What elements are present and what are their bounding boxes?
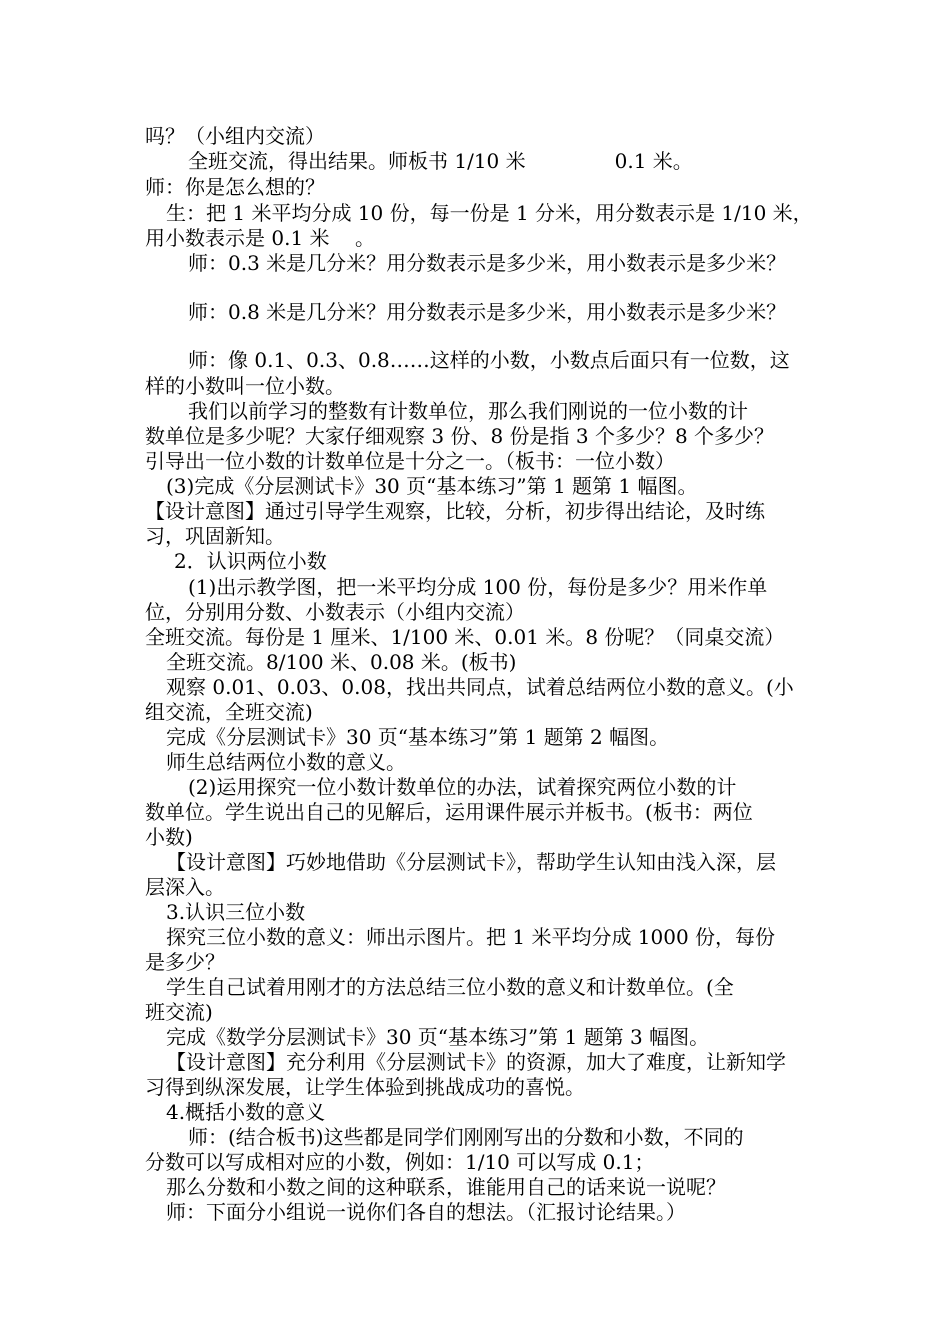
text-line: 【设计意图】通过引导学生观察，比较，分析，初步得出结论，及时练	[145, 499, 765, 523]
text-line: (3)完成《分层测试卡》30 页“基本练习”第 1 题第 1 幅图。	[166, 474, 698, 498]
text-line: 师：下面分小组说一说你们各自的想法。（汇报讨论结果。）	[166, 1200, 686, 1224]
text-line: 位，分别用分数、小数表示（小组内交流）	[145, 600, 525, 624]
text-line: 生：把 1 米平均分成 10 份，每一份是 1 分米，用分数表示是 1/10 米，	[166, 201, 813, 225]
text-line: 师：你是怎么想的？	[145, 175, 325, 199]
text-line: (2)运用探究一位小数计数单位的办法，试着探究两位小数的计	[188, 775, 737, 799]
text-line: 4.概括小数的意义	[166, 1100, 326, 1124]
text-line: 数单位。学生说出自己的见解后，运用课件展示并板书。(板书：两位	[145, 800, 753, 824]
text-line: 完成《分层测试卡》30 页“基本练习”第 1 题第 2 幅图。	[166, 725, 670, 749]
text-line: 数单位是多少呢？大家仔细观察 3 份、8 份是指 3 个多少？8 个多少？	[145, 424, 775, 448]
text-line: 【设计意图】巧妙地借助《分层测试卡》，帮助学生认知由浅入深，层	[166, 850, 776, 874]
text-line: 师：像 0.1、0.3、0.8……这样的小数，小数点后面只有一位数，这	[188, 348, 790, 372]
text-line: 师：(结合板书)这些都是同学们刚刚写出的分数和小数，不同的	[188, 1125, 744, 1149]
text-line: 班交流)	[145, 1000, 213, 1024]
text-line: 观察 0.01、0.03、0.08，找出共同点，试着总结两位小数的意义。(小	[166, 675, 794, 699]
text-line: 探究三位小数的意义：师出示图片。把 1 米平均分成 1000 份，每份	[166, 925, 776, 949]
text-line: 全班交流。每份是 1 厘米、1/100 米、0.01 米。8 份呢？（同桌交流）	[145, 625, 785, 649]
text-line: 我们以前学习的整数有计数单位，那么我们刚说的一位小数的计	[188, 399, 748, 423]
text-line: (1)出示教学图，把一米平均分成 100 份，每份是多少？用米作单	[188, 575, 768, 599]
text-line: 那么分数和小数之间的这种联系，谁能用自己的话来说一说呢？	[166, 1175, 726, 1199]
text-line: 是多少？	[145, 950, 225, 974]
text-line: 引导出一位小数的计数单位是十分之一。（板书：一位小数）	[145, 449, 675, 473]
text-line: 师：0.3 米是几分米？用分数表示是多少米，用小数表示是多少米？	[188, 251, 787, 275]
text-line: 学生自己试着用刚才的方法总结三位小数的意义和计数单位。(全	[166, 975, 734, 999]
text-line: 全班交流，得出结果。师板书 1/10 米 0.1 米。	[188, 149, 693, 173]
text-line: 分数可以写成相对应的小数，例如：1/10 可以写成 0.1；	[145, 1150, 655, 1174]
text-line: 习得到纵深发展，让学生体验到挑战成功的喜悦。	[145, 1075, 585, 1099]
text-line: 完成《数学分层测试卡》30 页“基本练习”第 1 题第 3 幅图。	[166, 1025, 710, 1049]
text-line: 【设计意图】充分利用《分层测试卡》的资源，加大了难度，让新知学	[166, 1050, 786, 1074]
text-line: 小数)	[145, 825, 193, 849]
text-line: 吗？（小组内交流）	[145, 124, 325, 148]
text-line: 全班交流。8/100 米、0.08 米。(板书)	[166, 650, 517, 674]
text-line: 师生总结两位小数的意义。	[166, 750, 406, 774]
text-line: 用小数表示是 0.1 米 。	[145, 226, 375, 250]
text-line: 习，巩固新知。	[145, 524, 285, 548]
text-line: 师：0.8 米是几分米？用分数表示是多少米，用小数表示是多少米？	[188, 300, 787, 324]
text-line: 样的小数叫一位小数。	[145, 374, 345, 398]
text-line: 3.认识三位小数	[166, 900, 306, 924]
text-line: 2．认识两位小数	[174, 549, 327, 573]
text-line: 层深入。	[145, 875, 225, 899]
text-line: 组交流，全班交流)	[145, 700, 313, 724]
